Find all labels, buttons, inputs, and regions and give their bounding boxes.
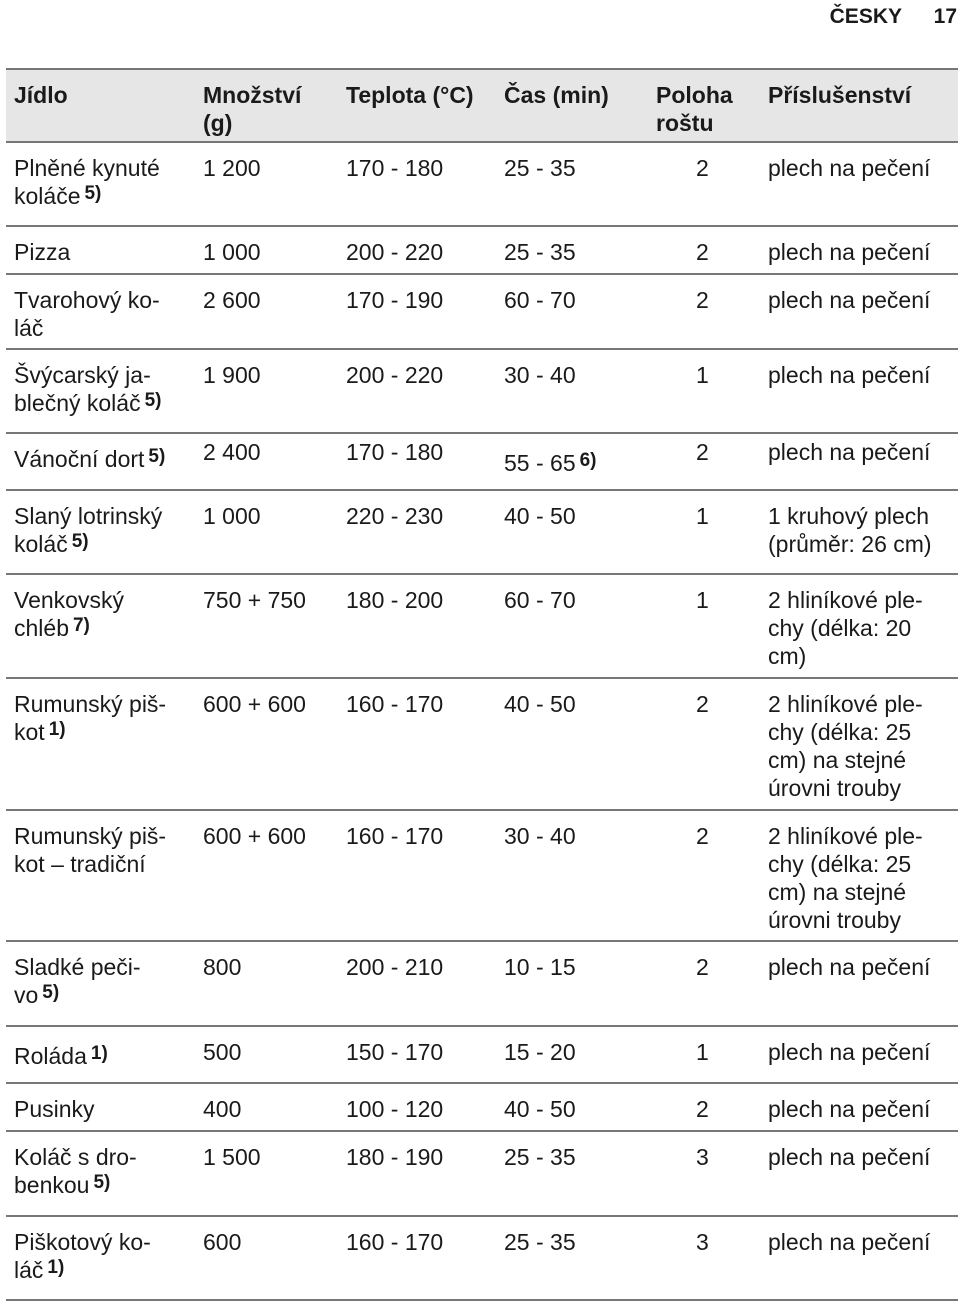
quantity-cell: 500 [203, 1039, 242, 1065]
time-value: 25 - 35 [504, 1144, 576, 1170]
quantity-cell: 600 + 600 [203, 823, 306, 849]
table-row [6, 491, 958, 575]
footnote-marker: 5) [71, 531, 89, 552]
food-name: Vánoční dort [14, 446, 145, 472]
food-cell [14, 361, 189, 420]
food-cell [14, 690, 189, 749]
footnote-marker: 5) [144, 390, 162, 411]
food-cell [14, 502, 189, 561]
quantity-cell: 750 + 750 [203, 587, 306, 613]
food-name: Pizza [14, 239, 71, 265]
time-value: 40 - 50 [504, 1096, 576, 1122]
table-row [6, 434, 958, 491]
table-row [6, 1027, 958, 1084]
time-cell [504, 502, 654, 533]
footnote-marker: 5) [148, 446, 166, 467]
page-number: 17 [933, 5, 957, 28]
quantity-cell: 2 400 [203, 439, 261, 465]
accessory-cell: plech na pečení [768, 1039, 931, 1065]
shelf-position-cell: 2 [696, 155, 709, 181]
accessory-cell: 1 kruhový plech (průměr: 26 cm) [768, 503, 932, 557]
accessory-cell: plech na pečení [768, 287, 931, 313]
time-cell [504, 286, 654, 317]
food-cell [14, 1042, 189, 1073]
time-value: 60 - 70 [504, 587, 576, 613]
temperature-cell: 170 - 180 [346, 155, 444, 181]
shelf-position-cell: 2 [696, 239, 709, 265]
accessory-cell: 2 hliníkové ple- chy (délka: 25 cm) na stejné úrovni trouby [768, 823, 923, 933]
time-cell [504, 1038, 654, 1069]
time-cell [504, 154, 654, 185]
time-value: 30 - 40 [504, 362, 576, 388]
header-accessory: Příslušenství [768, 82, 912, 108]
food-cell [14, 154, 189, 213]
quantity-cell: 600 [203, 1229, 242, 1255]
temperature-cell: 100 - 120 [346, 1096, 444, 1122]
time-value: 25 - 35 [504, 239, 576, 265]
food-cell [14, 1143, 189, 1202]
footnote-marker: 1) [90, 1043, 108, 1064]
header-quantity: Množství (g) [203, 82, 302, 136]
food-name: Tvarohový ko- láč [14, 287, 160, 341]
time-cell [504, 1143, 654, 1174]
time-value: 10 - 15 [504, 954, 576, 980]
food-name: Piškotový ko- láč [14, 1229, 151, 1283]
temperature-cell: 180 - 200 [346, 587, 444, 613]
accessory-cell: plech na pečení [768, 239, 931, 265]
temperature-cell: 150 - 170 [346, 1039, 444, 1065]
shelf-position-cell: 1 [696, 503, 709, 529]
temperature-cell: 200 - 220 [346, 362, 444, 388]
time-value: 60 - 70 [504, 287, 576, 313]
quantity-cell: 2 600 [203, 287, 261, 313]
food-name: Rumunský piš- kot – tradiční [14, 823, 167, 877]
time-value: 30 - 40 [504, 823, 576, 849]
time-cell [504, 238, 654, 269]
food-name: Roláda [14, 1043, 87, 1069]
shelf-position-cell: 2 [696, 287, 709, 313]
table-row [6, 1217, 958, 1301]
food-name: Slaný lotrinský koláč [14, 503, 163, 557]
food-name: Koláč s dro- benkou [14, 1144, 137, 1198]
time-value: 40 - 50 [504, 503, 576, 529]
baking-table [6, 68, 958, 1301]
time-value: 15 - 20 [504, 1039, 576, 1065]
accessory-cell: 2 hliníkové ple- chy (délka: 25 cm) na stejné úrovni trouby [768, 691, 923, 801]
food-cell [14, 445, 189, 476]
food-name: Švýcarský ja- blečný koláč [14, 362, 151, 416]
quantity-cell: 1 900 [203, 362, 261, 388]
time-value: 25 - 35 [504, 155, 576, 181]
food-cell [14, 238, 189, 269]
header-temperature: Teplota (°C) [346, 82, 474, 108]
shelf-position-cell: 1 [696, 362, 709, 388]
shelf-position-cell: 1 [696, 1039, 709, 1065]
temperature-cell: 160 - 170 [346, 691, 444, 717]
footnote-marker: 1) [48, 719, 66, 740]
time-cell [504, 449, 654, 480]
temperature-cell: 160 - 170 [346, 1229, 444, 1255]
accessory-cell: plech na pečení [768, 954, 931, 980]
accessory-cell: plech na pečení [768, 1096, 931, 1122]
shelf-position-cell: 2 [696, 823, 709, 849]
shelf-position-cell: 1 [696, 587, 709, 613]
food-cell [14, 1095, 189, 1126]
time-cell [504, 1095, 654, 1126]
time-cell [504, 953, 654, 984]
temperature-cell: 170 - 180 [346, 439, 444, 465]
table-row [6, 143, 958, 227]
table-row [6, 811, 958, 942]
table-row [6, 679, 958, 811]
time-value: 25 - 35 [504, 1229, 576, 1255]
shelf-position-cell: 3 [696, 1144, 709, 1170]
footnote-marker: 5) [84, 183, 102, 204]
quantity-cell: 1 000 [203, 239, 261, 265]
footnote-marker: 6) [579, 450, 597, 471]
time-value: 55 - 65 [504, 450, 576, 476]
header-shelf-position: Poloha roštu [656, 82, 733, 136]
page-header [0, 2, 960, 28]
temperature-cell: 160 - 170 [346, 823, 444, 849]
accessory-cell: 2 hliníkové ple- chy (délka: 20 cm) [768, 587, 923, 669]
food-cell [14, 1228, 189, 1287]
quantity-cell: 1 000 [203, 503, 261, 529]
food-name: Pusinky [14, 1096, 95, 1122]
quantity-cell: 1 200 [203, 155, 261, 181]
accessory-cell: plech na pečení [768, 1144, 931, 1170]
table-row [6, 350, 958, 434]
table-row [6, 575, 958, 679]
time-cell [504, 361, 654, 392]
temperature-cell: 180 - 190 [346, 1144, 444, 1170]
temperature-cell: 170 - 190 [346, 287, 444, 313]
table-row [6, 275, 958, 350]
temperature-cell: 200 - 210 [346, 954, 444, 980]
food-cell [14, 953, 189, 1012]
language-label: ČESKY [829, 5, 902, 28]
shelf-position-cell: 2 [696, 1096, 709, 1122]
shelf-position-cell: 2 [696, 439, 709, 465]
food-cell [14, 822, 189, 881]
time-cell [504, 822, 654, 853]
shelf-position-cell: 2 [696, 954, 709, 980]
food-name: Sladké peči- vo [14, 954, 141, 1008]
header-time: Čas (min) [504, 82, 609, 108]
table-row [6, 1084, 958, 1132]
food-name: Plněné kynuté koláče [14, 155, 160, 209]
shelf-position-cell: 3 [696, 1229, 709, 1255]
accessory-cell: plech na pečení [768, 362, 931, 388]
temperature-cell: 200 - 220 [346, 239, 444, 265]
time-cell [504, 1228, 654, 1259]
accessory-cell: plech na pečení [768, 439, 931, 465]
shelf-position-cell: 2 [696, 691, 709, 717]
food-name: Rumunský piš- kot [14, 691, 167, 745]
footnote-marker: 7) [72, 615, 90, 636]
quantity-cell: 400 [203, 1096, 242, 1122]
food-name: Venkovský chléb [14, 587, 124, 641]
table-row [6, 227, 958, 275]
food-cell [14, 286, 189, 345]
quantity-cell: 1 500 [203, 1144, 261, 1170]
quantity-cell: 600 + 600 [203, 691, 306, 717]
footnote-marker: 5) [42, 982, 60, 1003]
header-food: Jídlo [14, 82, 68, 108]
table-header-row [6, 70, 958, 143]
food-cell [14, 586, 189, 645]
accessory-cell: plech na pečení [768, 1229, 931, 1255]
accessory-cell: plech na pečení [768, 155, 931, 181]
temperature-cell: 220 - 230 [346, 503, 444, 529]
footnote-marker: 1) [47, 1257, 65, 1278]
table-row [6, 1132, 958, 1217]
quantity-cell: 800 [203, 954, 242, 980]
time-cell [504, 690, 654, 721]
time-cell [504, 586, 654, 617]
time-value: 40 - 50 [504, 691, 576, 717]
footnote-marker: 5) [93, 1172, 111, 1193]
table-row [6, 942, 958, 1027]
